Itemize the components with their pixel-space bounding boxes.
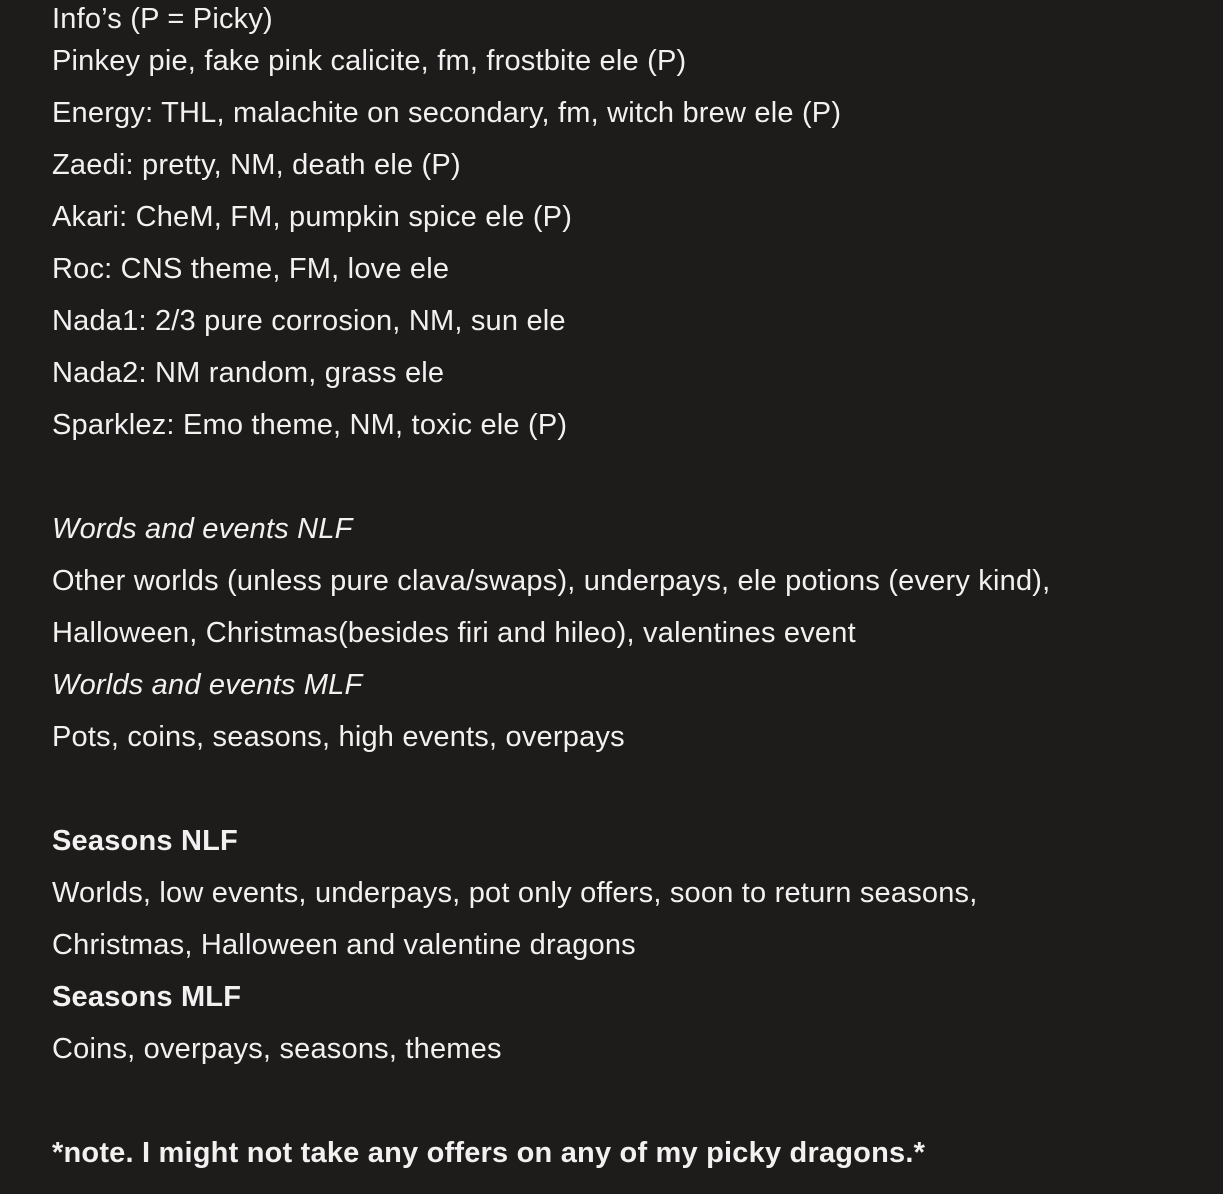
dragon-list xyxy=(52,42,1212,458)
blank-line xyxy=(52,458,1212,510)
worlds-mlf-line: Pots, coins, seasons, high events, overpays xyxy=(52,721,625,753)
info-header: Info’s (P = Picky) xyxy=(52,3,273,35)
worlds-nlf-heading: Words and events NLF xyxy=(52,513,353,545)
seasons-nlf-section xyxy=(52,822,1212,978)
dragon-entry: Sparklez: Emo theme, NM, toxic ele (P) xyxy=(52,409,568,441)
worlds-mlf-heading: Worlds and events MLF xyxy=(52,669,363,701)
seasons-nlf-heading: Seasons NLF xyxy=(52,825,238,857)
dragon-entry: Zaedi: pretty, NM, death ele (P) xyxy=(52,149,461,181)
worlds-nlf-section xyxy=(52,510,1212,666)
seasons-mlf-section xyxy=(52,978,1212,1082)
dragon-entry: Energy: THL, malachite on secondary, fm, witch brew ele (P) xyxy=(52,97,842,129)
blank-line xyxy=(52,1082,1212,1134)
dragon-entry: Nada1: 2/3 pure corrosion, NM, sun ele xyxy=(52,305,566,337)
note-body xyxy=(52,0,1212,1186)
worlds-nlf-line: Halloween, Christmas(besides firi and hileo), valentines event xyxy=(52,617,856,649)
dragon-entry: Akari: CheM, FM, pumpkin spice ele (P) xyxy=(52,201,573,233)
dragon-entry: Roc: CNS theme, FM, love ele xyxy=(52,253,450,285)
seasons-nlf-line: Worlds, low events, underpays, pot only offers, soon to return seasons, xyxy=(52,877,978,909)
picky-note: *note. I might not take any offers on any of my picky dragons.* xyxy=(52,1137,926,1169)
dragon-entry: Pinkey pie, fake pink calicite, fm, frostbite ele (P) xyxy=(52,45,687,77)
seasons-mlf-line: Coins, overpays, seasons, themes xyxy=(52,1033,502,1065)
worlds-nlf-line: Other worlds (unless pure clava/swaps), underpays, ele potions (every kind), xyxy=(52,565,1051,597)
dragon-entry: Nada2: NM random, grass ele xyxy=(52,357,445,389)
seasons-nlf-line: Christmas, Halloween and valentine dragons xyxy=(52,929,636,961)
worlds-mlf-section xyxy=(52,666,1212,770)
seasons-mlf-heading: Seasons MLF xyxy=(52,981,242,1013)
blank-line xyxy=(52,770,1212,822)
